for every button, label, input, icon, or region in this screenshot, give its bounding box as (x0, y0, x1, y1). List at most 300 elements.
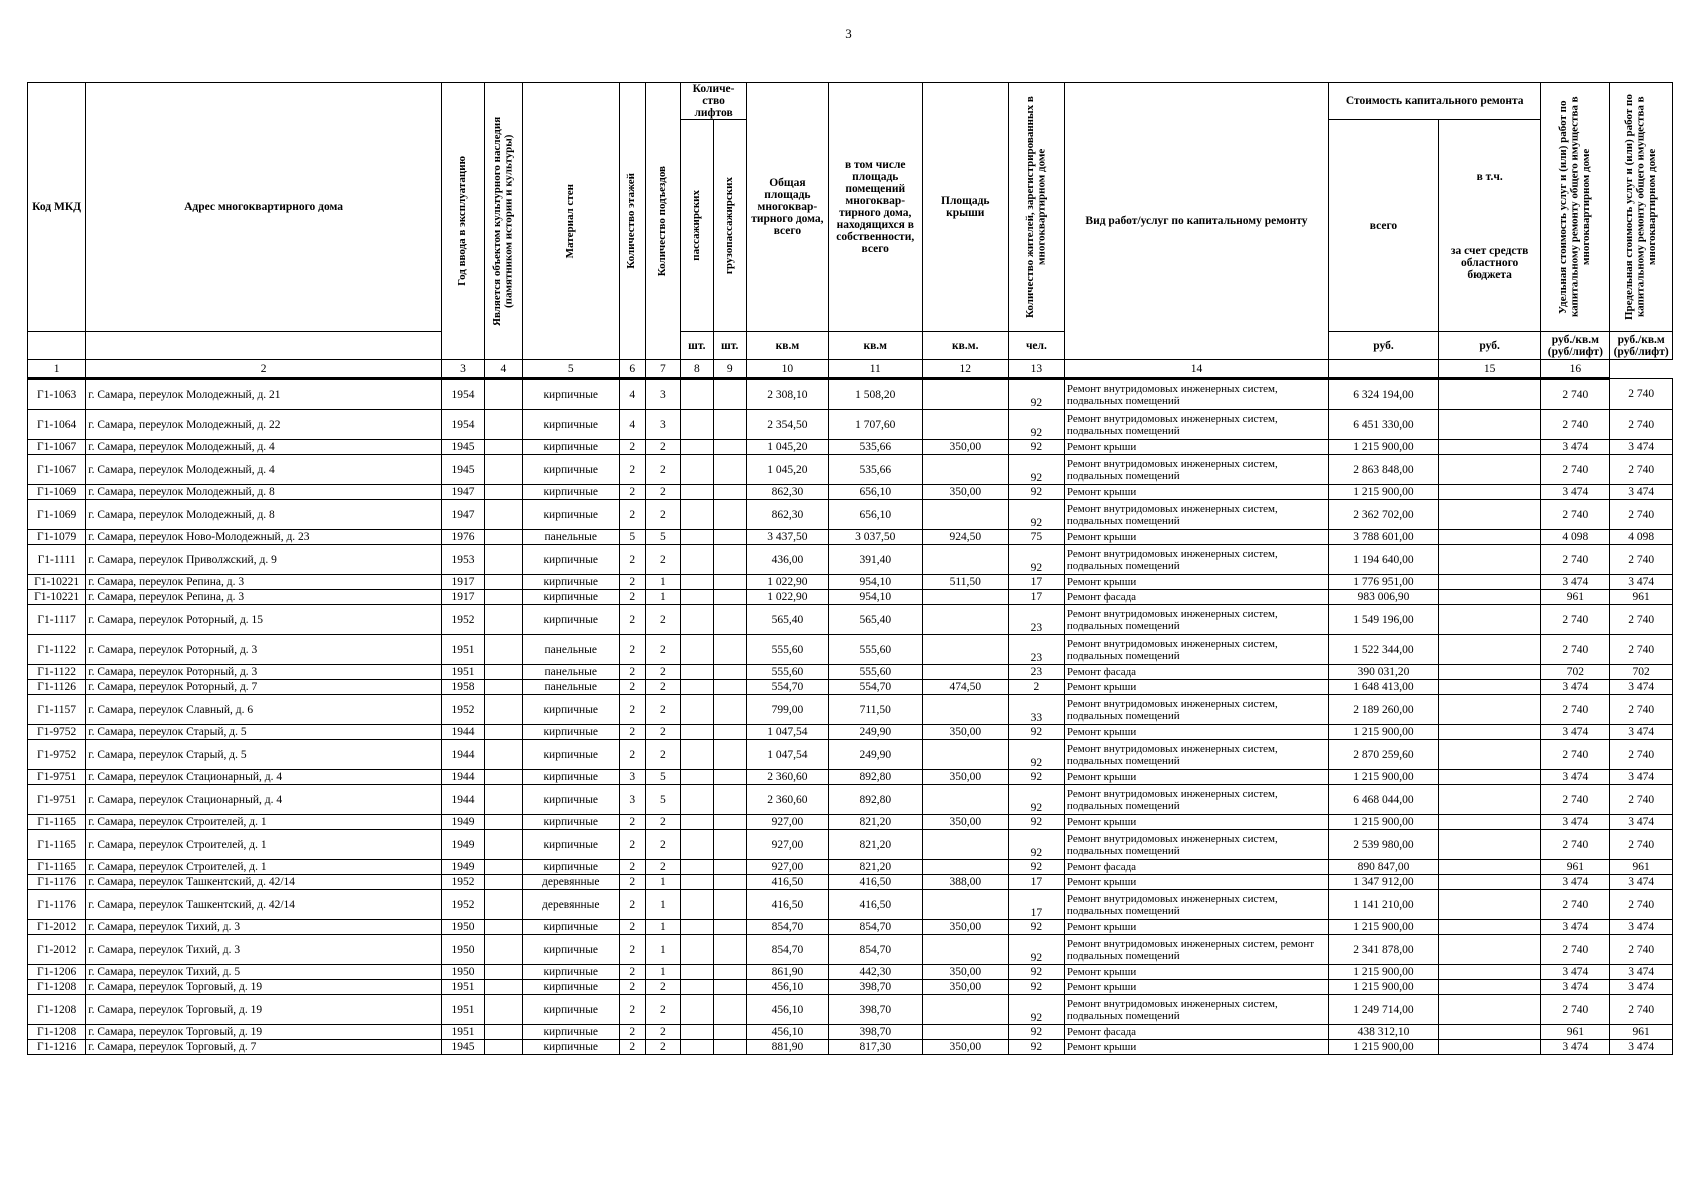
cell-max-cost: 2 740 (1610, 500, 1673, 530)
cell-owned-area: 398,70 (828, 1025, 922, 1040)
cell-code: Г1-1122 (28, 665, 86, 680)
table-row (28, 500, 1673, 530)
cell-work-type: Ремонт внутридомовых инженерных систем, подвальных помещений (1064, 605, 1328, 635)
cell-residents: 92 (1008, 830, 1064, 860)
cell-entrances: 2 (645, 830, 681, 860)
cell-walls: панельные (522, 530, 619, 545)
header-work-type: Вид работ/услуг по капитальному ремонту (1064, 83, 1328, 360)
cell-total-area: 854,70 (746, 935, 828, 965)
cell-code: Г1-10221 (28, 575, 86, 590)
cell-code: Г1-1067 (28, 440, 86, 455)
cell-work-type: Ремонт внутридомовых инженерных систем, подвальных помещений (1064, 890, 1328, 920)
cell-roof-area: 350,00 (922, 1040, 1008, 1055)
cell-total-area: 3 437,50 (746, 530, 828, 545)
cell-work-type: Ремонт крыши (1064, 485, 1328, 500)
cell-entrances: 1 (645, 935, 681, 965)
cell-roof-area: 350,00 (922, 980, 1008, 995)
cell-lifts-passenger (681, 695, 713, 725)
cell-cost-regional (1438, 995, 1540, 1025)
cell-work-type: Ремонт фасада (1064, 590, 1328, 605)
cell-owned-area: 555,60 (828, 635, 922, 665)
column-number: 1 (28, 360, 86, 379)
cell-residents: 92 (1008, 410, 1064, 440)
column-number: 9 (713, 360, 746, 379)
cell-cost-regional (1438, 605, 1540, 635)
cell-lifts-cargo (713, 575, 746, 590)
cell-floors: 2 (619, 440, 645, 455)
cell-lifts-passenger (681, 935, 713, 965)
cell-code: Г1-9751 (28, 785, 86, 815)
cell-residents: 2 (1008, 680, 1064, 695)
header-cost-group: Стоимость капитального ремонта (1329, 83, 1541, 120)
cell-cost-regional (1438, 635, 1540, 665)
cell-year: 1958 (441, 680, 484, 695)
header-residents: Количество жителей, зарегистрированных в многоквартирном доме (1008, 83, 1064, 332)
cell-total-area: 1 022,90 (746, 575, 828, 590)
table-row (28, 890, 1673, 920)
cell-residents: 92 (1008, 725, 1064, 740)
cell-heritage (485, 379, 523, 410)
cell-lifts-passenger (681, 440, 713, 455)
cell-floors: 2 (619, 920, 645, 935)
cell-code: Г1-1176 (28, 875, 86, 890)
cell-lifts-cargo (713, 875, 746, 890)
cell-walls: кирпичные (522, 440, 619, 455)
cell-residents: 23 (1008, 665, 1064, 680)
cell-residents: 23 (1008, 635, 1064, 665)
cell-cost-regional (1438, 545, 1540, 575)
table-row (28, 455, 1673, 485)
cell-cost-regional (1438, 440, 1540, 455)
cell-max-cost: 3 474 (1610, 815, 1673, 830)
cell-entrances: 2 (645, 605, 681, 635)
cell-owned-area: 565,40 (828, 605, 922, 635)
cell-address: г. Самара, переулок Приволжский, д. 9 (86, 545, 442, 575)
column-number: 14 (1064, 360, 1328, 379)
cell-cost-regional (1438, 770, 1540, 785)
cell-year: 1944 (441, 785, 484, 815)
cell-max-cost: 2 740 (1610, 410, 1673, 440)
cell-owned-area: 249,90 (828, 725, 922, 740)
cell-residents: 92 (1008, 965, 1064, 980)
cell-cost-regional (1438, 379, 1540, 410)
cell-entrances: 2 (645, 545, 681, 575)
cell-lifts-passenger (681, 770, 713, 785)
cell-entrances: 2 (645, 440, 681, 455)
cell-work-type: Ремонт крыши (1064, 725, 1328, 740)
cell-cost-total: 438 312,10 (1329, 1025, 1439, 1040)
cell-residents: 17 (1008, 575, 1064, 590)
cell-address: г. Самара, переулок Торговый, д. 7 (86, 1040, 442, 1055)
cell-address: г. Самара, переулок Роторный, д. 15 (86, 605, 442, 635)
header-entrances: Количество подъездов (645, 83, 681, 360)
cell-year: 1947 (441, 485, 484, 500)
cell-entrances: 2 (645, 740, 681, 770)
cell-residents: 92 (1008, 500, 1064, 530)
cell-roof-area (922, 590, 1008, 605)
cell-address: г. Самара, переулок Тихий, д. 3 (86, 920, 442, 935)
column-number-row (28, 360, 1673, 379)
cell-lifts-passenger (681, 665, 713, 680)
header-roof-area: Площадь крыши (922, 83, 1008, 332)
cell-lifts-cargo (713, 785, 746, 815)
cell-work-type: Ремонт внутридомовых инженерных систем, подвальных помещений (1064, 740, 1328, 770)
cell-cost-total: 6 324 194,00 (1329, 379, 1439, 410)
cell-cost-total: 2 189 260,00 (1329, 695, 1439, 725)
cell-max-cost: 2 740 (1610, 995, 1673, 1025)
cell-cost-total: 1 215 900,00 (1329, 815, 1439, 830)
table-row (28, 965, 1673, 980)
cell-roof-area (922, 740, 1008, 770)
cell-cost-regional (1438, 785, 1540, 815)
cell-heritage (485, 770, 523, 785)
column-number (1329, 360, 1439, 379)
cell-roof-area: 388,00 (922, 875, 1008, 890)
cell-roof-area (922, 410, 1008, 440)
cell-work-type: Ремонт фасада (1064, 1025, 1328, 1040)
cell-lifts-passenger (681, 575, 713, 590)
cell-walls: кирпичные (522, 980, 619, 995)
cell-entrances: 5 (645, 785, 681, 815)
cell-address: г. Самара, переулок Строителей, д. 1 (86, 830, 442, 860)
cell-total-area: 554,70 (746, 680, 828, 695)
cell-walls: кирпичные (522, 1025, 619, 1040)
cell-entrances: 2 (645, 680, 681, 695)
cell-lifts-cargo (713, 485, 746, 500)
cell-heritage (485, 725, 523, 740)
cell-address: г. Самара, переулок Тихий, д. 5 (86, 965, 442, 980)
cell-owned-area: 555,60 (828, 665, 922, 680)
cell-floors: 2 (619, 665, 645, 680)
cell-lifts-passenger (681, 680, 713, 695)
cell-unit-cost: 2 740 (1541, 740, 1610, 770)
column-number: 5 (522, 360, 619, 379)
cell-owned-area: 416,50 (828, 890, 922, 920)
unit-roof-area: кв.м. (922, 332, 1008, 360)
table-row (28, 695, 1673, 725)
table-header (28, 83, 1673, 379)
cell-floors: 4 (619, 379, 645, 410)
cell-entrances: 2 (645, 815, 681, 830)
cell-cost-regional (1438, 740, 1540, 770)
cell-heritage (485, 500, 523, 530)
cell-year: 1944 (441, 740, 484, 770)
cell-lifts-passenger (681, 410, 713, 440)
cell-heritage (485, 740, 523, 770)
cell-total-area: 1 047,54 (746, 725, 828, 740)
table-row (28, 860, 1673, 875)
cell-cost-regional (1438, 590, 1540, 605)
cell-code: Г1-1206 (28, 965, 86, 980)
cell-owned-area: 892,80 (828, 770, 922, 785)
cell-residents: 92 (1008, 785, 1064, 815)
cell-address: г. Самара, переулок Стационарный, д. 4 (86, 770, 442, 785)
cell-cost-regional (1438, 575, 1540, 590)
cell-floors: 3 (619, 785, 645, 815)
cell-lifts-cargo (713, 695, 746, 725)
cell-cost-regional (1438, 890, 1540, 920)
cell-year: 1949 (441, 860, 484, 875)
cell-walls: кирпичные (522, 545, 619, 575)
cell-code: Г1-1208 (28, 1025, 86, 1040)
cell-total-area: 416,50 (746, 890, 828, 920)
cell-total-area: 555,60 (746, 635, 828, 665)
cell-cost-total: 2 539 980,00 (1329, 830, 1439, 860)
cell-owned-area: 442,30 (828, 965, 922, 980)
unit-code-blank (28, 332, 86, 360)
column-number: 4 (485, 360, 523, 379)
cell-heritage (485, 965, 523, 980)
column-number: 15 (1438, 360, 1540, 379)
cell-year: 1917 (441, 575, 484, 590)
cell-total-area: 927,00 (746, 815, 828, 830)
cell-heritage (485, 545, 523, 575)
unit-residents: чел. (1008, 332, 1064, 360)
header-owned-area: в том числе площадь помещений многоквар-тирного дома, находящихся в собственности, всего (828, 83, 922, 332)
cell-year: 1945 (441, 455, 484, 485)
cell-floors: 3 (619, 770, 645, 785)
cell-year: 1952 (441, 695, 484, 725)
cell-residents: 92 (1008, 860, 1064, 875)
cell-entrances: 3 (645, 379, 681, 410)
cell-floors: 2 (619, 995, 645, 1025)
cell-entrances: 1 (645, 575, 681, 590)
cell-entrances: 2 (645, 665, 681, 680)
cell-code: Г1-1165 (28, 815, 86, 830)
cell-unit-cost: 3 474 (1541, 770, 1610, 785)
cell-address: г. Самара, переулок Тихий, д. 3 (86, 935, 442, 965)
cell-cost-total: 2 362 702,00 (1329, 500, 1439, 530)
cell-total-area: 1 045,20 (746, 455, 828, 485)
header-lifts-group: Количе-ство лифтов (681, 83, 747, 120)
cell-residents: 92 (1008, 920, 1064, 935)
cell-total-area: 436,00 (746, 545, 828, 575)
cell-floors: 2 (619, 590, 645, 605)
cell-walls: кирпичные (522, 725, 619, 740)
cell-residents: 17 (1008, 890, 1064, 920)
cell-owned-area: 398,70 (828, 995, 922, 1025)
cell-address: г. Самара, переулок Молодежный, д. 4 (86, 440, 442, 455)
cell-floors: 2 (619, 605, 645, 635)
cell-address: г. Самара, переулок Ново-Молодежный, д. 23 (86, 530, 442, 545)
cell-owned-area: 1 707,60 (828, 410, 922, 440)
cell-residents: 92 (1008, 1025, 1064, 1040)
cell-residents: 33 (1008, 695, 1064, 725)
cell-heritage (485, 695, 523, 725)
cell-owned-area: 854,70 (828, 935, 922, 965)
cell-heritage (485, 815, 523, 830)
cell-owned-area: 817,30 (828, 1040, 922, 1055)
cell-owned-area: 535,66 (828, 440, 922, 455)
unit-max-cost: руб./кв.м (руб/лифт) (1610, 332, 1673, 360)
cell-heritage (485, 410, 523, 440)
column-number: 3 (441, 360, 484, 379)
cell-max-cost: 3 474 (1610, 770, 1673, 785)
cell-owned-area: 535,66 (828, 455, 922, 485)
table-row (28, 545, 1673, 575)
cell-entrances: 2 (645, 455, 681, 485)
cell-owned-area: 656,10 (828, 500, 922, 530)
column-number: 13 (1008, 360, 1064, 379)
cell-year: 1945 (441, 440, 484, 455)
cell-cost-total: 1 194 640,00 (1329, 545, 1439, 575)
cell-code: Г1-9752 (28, 740, 86, 770)
header-code: Код МКД (28, 83, 86, 332)
cell-unit-cost: 2 740 (1541, 995, 1610, 1025)
cell-owned-area: 954,10 (828, 590, 922, 605)
cell-roof-area (922, 635, 1008, 665)
cell-work-type: Ремонт крыши (1064, 875, 1328, 890)
cell-owned-area: 711,50 (828, 695, 922, 725)
unit-lifts-passenger: шт. (681, 332, 713, 360)
cell-lifts-cargo (713, 1025, 746, 1040)
cell-work-type: Ремонт фасада (1064, 860, 1328, 875)
cell-year: 1953 (441, 545, 484, 575)
cell-entrances: 1 (645, 590, 681, 605)
cell-walls: кирпичные (522, 770, 619, 785)
cell-lifts-cargo (713, 410, 746, 440)
cell-max-cost: 4 098 (1610, 530, 1673, 545)
cell-residents: 92 (1008, 935, 1064, 965)
cell-cost-regional (1438, 815, 1540, 830)
cell-roof-area: 350,00 (922, 770, 1008, 785)
cell-cost-regional (1438, 875, 1540, 890)
cell-unit-cost: 3 474 (1541, 1040, 1610, 1055)
cell-year: 1952 (441, 605, 484, 635)
cell-code: Г1-1157 (28, 695, 86, 725)
cell-walls: кирпичные (522, 920, 619, 935)
cell-work-type: Ремонт внутридомовых инженерных систем, подвальных помещений (1064, 500, 1328, 530)
cell-lifts-passenger (681, 605, 713, 635)
cell-lifts-cargo (713, 815, 746, 830)
unit-cost-total: руб. (1329, 332, 1439, 360)
cell-work-type: Ремонт крыши (1064, 770, 1328, 785)
cell-total-area: 456,10 (746, 1025, 828, 1040)
cell-max-cost: 3 474 (1610, 485, 1673, 500)
cell-residents: 92 (1008, 1040, 1064, 1055)
cell-residents: 92 (1008, 379, 1064, 410)
cell-year: 1950 (441, 935, 484, 965)
cell-work-type: Ремонт крыши (1064, 965, 1328, 980)
header-unit-cost: Удельная стоимость услуг и (или) работ по капитальному ремонту общего имущества в многоквартирном доме (1541, 83, 1610, 332)
cell-walls: кирпичные (522, 830, 619, 860)
cell-floors: 2 (619, 545, 645, 575)
cell-lifts-passenger (681, 740, 713, 770)
cell-max-cost: 702 (1610, 665, 1673, 680)
cell-total-area: 456,10 (746, 995, 828, 1025)
cell-lifts-cargo (713, 545, 746, 575)
cell-walls: кирпичные (522, 740, 619, 770)
cell-address: г. Самара, переулок Молодежный, д. 21 (86, 379, 442, 410)
cell-unit-cost: 961 (1541, 590, 1610, 605)
cell-cost-total: 3 788 601,00 (1329, 530, 1439, 545)
cell-year: 1917 (441, 590, 484, 605)
table-row (28, 605, 1673, 635)
cell-year: 1951 (441, 1025, 484, 1040)
cell-lifts-cargo (713, 500, 746, 530)
cell-unit-cost: 2 740 (1541, 935, 1610, 965)
cell-address: г. Самара, переулок Репина, д. 3 (86, 575, 442, 590)
table-row (28, 485, 1673, 500)
cell-year: 1952 (441, 890, 484, 920)
cell-heritage (485, 1040, 523, 1055)
cell-year: 1976 (441, 530, 484, 545)
table-row (28, 1040, 1673, 1055)
cell-lifts-passenger (681, 379, 713, 410)
cell-residents: 17 (1008, 875, 1064, 890)
cell-unit-cost: 961 (1541, 860, 1610, 875)
cell-residents: 92 (1008, 740, 1064, 770)
cell-walls: кирпичные (522, 695, 619, 725)
cell-walls: кирпичные (522, 605, 619, 635)
cell-code: Г1-1069 (28, 485, 86, 500)
cell-owned-area: 391,40 (828, 545, 922, 575)
cell-year: 1949 (441, 815, 484, 830)
table-row (28, 665, 1673, 680)
cell-address: г. Самара, переулок Роторный, д. 3 (86, 665, 442, 680)
cell-heritage (485, 830, 523, 860)
cell-roof-area (922, 995, 1008, 1025)
table-row (28, 1025, 1673, 1040)
cell-roof-area: 924,50 (922, 530, 1008, 545)
header-floors: Количество этажей (619, 83, 645, 360)
cell-walls: кирпичные (522, 815, 619, 830)
cell-entrances: 2 (645, 980, 681, 995)
cell-work-type: Ремонт крыши (1064, 980, 1328, 995)
cell-code: Г1-10221 (28, 590, 86, 605)
column-number: 7 (645, 360, 681, 379)
cell-total-area: 927,00 (746, 860, 828, 875)
cell-lifts-cargo (713, 725, 746, 740)
cell-heritage (485, 920, 523, 935)
cell-total-area: 2 308,10 (746, 379, 828, 410)
cell-work-type: Ремонт крыши (1064, 530, 1328, 545)
cell-max-cost: 2 740 (1610, 605, 1673, 635)
cell-year: 1950 (441, 920, 484, 935)
cell-lifts-passenger (681, 830, 713, 860)
cell-work-type: Ремонт внутридомовых инженерных систем, подвальных помещений (1064, 545, 1328, 575)
cell-cost-regional (1438, 665, 1540, 680)
cell-lifts-cargo (713, 860, 746, 875)
table-row (28, 830, 1673, 860)
cell-entrances: 1 (645, 890, 681, 920)
cell-cost-total: 1 215 900,00 (1329, 965, 1439, 980)
cell-cost-regional (1438, 830, 1540, 860)
cell-roof-area: 350,00 (922, 485, 1008, 500)
cell-heritage (485, 590, 523, 605)
cell-roof-area: 350,00 (922, 725, 1008, 740)
cell-cost-total: 890 847,00 (1329, 860, 1439, 875)
cell-walls: кирпичные (522, 1040, 619, 1055)
cell-cost-total: 6 451 330,00 (1329, 410, 1439, 440)
header-heritage: Является объектом культурного наследия (памятником истории и культуры) (485, 83, 523, 360)
cell-total-area: 2 360,60 (746, 770, 828, 785)
cell-floors: 2 (619, 485, 645, 500)
table-row (28, 770, 1673, 785)
cell-lifts-cargo (713, 455, 746, 485)
cell-cost-total: 1 215 900,00 (1329, 920, 1439, 935)
cell-floors: 2 (619, 455, 645, 485)
cell-walls: деревянные (522, 875, 619, 890)
cell-heritage (485, 980, 523, 995)
cell-cost-total: 2 341 878,00 (1329, 935, 1439, 965)
cell-year: 1954 (441, 410, 484, 440)
cell-work-type: Ремонт крыши (1064, 680, 1328, 695)
cell-unit-cost: 2 740 (1541, 500, 1610, 530)
cell-lifts-cargo (713, 965, 746, 980)
cell-lifts-passenger (681, 995, 713, 1025)
cell-address: г. Самара, переулок Торговый, д. 19 (86, 1025, 442, 1040)
